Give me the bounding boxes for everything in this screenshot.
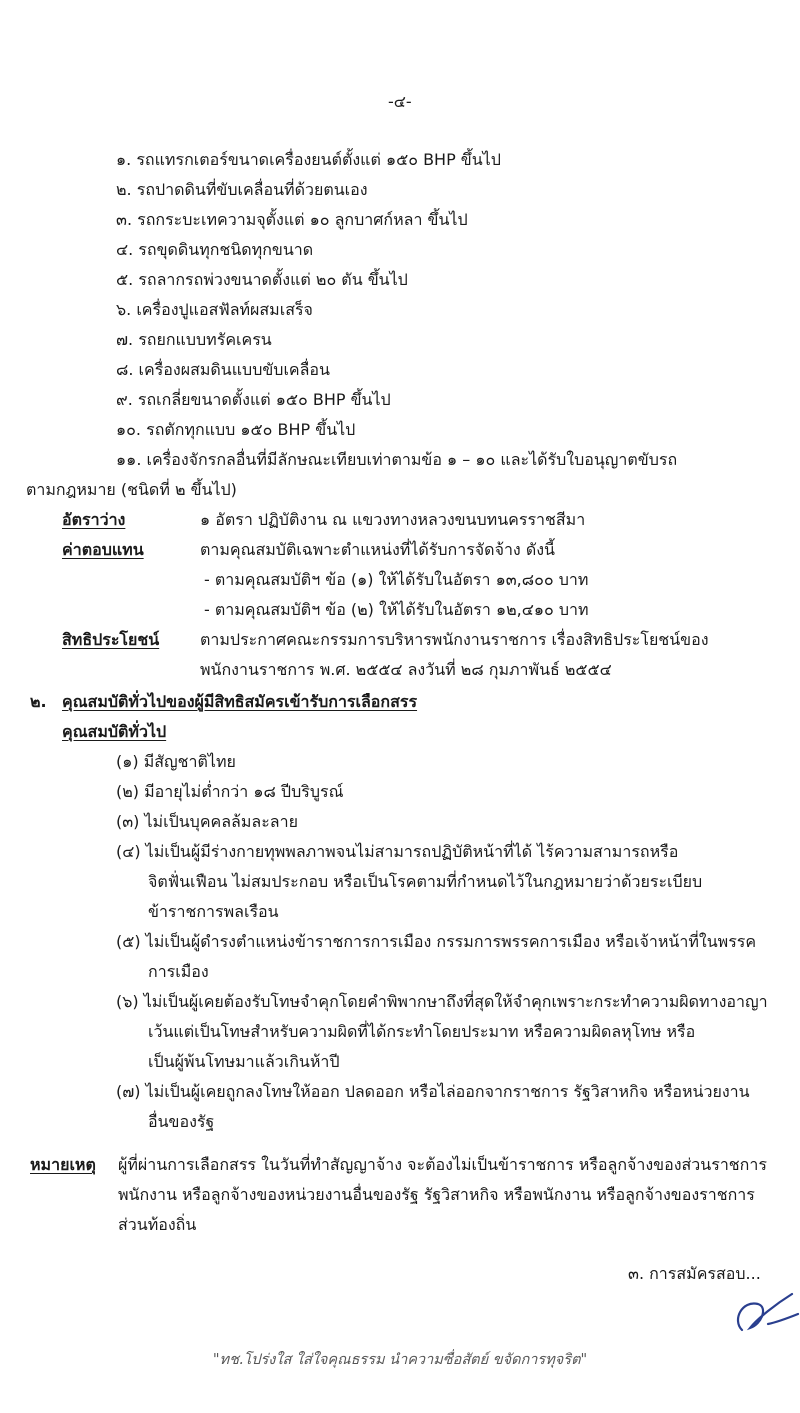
qualification-line: ข้าราชการพลเรือน: [148, 902, 279, 921]
benefits-line-2: พนักงานราชการ พ.ศ. ๒๕๕๔ ลงวันที่ ๒๘ กุมภาพันธ์ ๒๕๕๔: [200, 660, 612, 679]
qualification-line: (๔) ไม่เป็นผู้มีร่างกายทุพพลภาพจนไม่สามารถปฏิบัติหน้าที่ได้ ไร้ความสามารถหรือ: [116, 842, 679, 861]
signature-mark: [728, 1278, 800, 1338]
qualification-line: (๑) มีสัญชาติไทย: [116, 752, 236, 771]
qualification-line: (๕) ไม่เป็นผู้ดำรงตำแหน่งข้าราชการการเมือง กรรมการพรรคการเมือง หรือเจ้าหน้าที่ในพรรค: [116, 932, 757, 951]
footer-slogan: "ทช.โปร่งใส ใส่ใจคุณธรรม นำความซื่อสัตย์ ขจัดการทุจริต": [212, 1352, 588, 1368]
vehicle-item: ๙. รถเกลี่ยขนาดตั้งแต่ ๑๕๐ BHP ขึ้นไป: [116, 390, 391, 409]
compensation-label: ค่าตอบแทน: [62, 540, 144, 559]
qualification-line: การเมือง: [148, 962, 209, 981]
vehicle-item: ๖. เครื่องปูแอสฟัลท์ผสมเสร็จ: [116, 300, 313, 319]
continuation-text: ๓. การสมัครสอบ...: [628, 1264, 761, 1283]
qualification-line: เว้นแต่เป็นโทษสำหรับความผิดที่ได้กระทำโดยประมาท หรือความผิดลหุโทษ หรือ: [148, 1022, 696, 1041]
vehicle-item: ๘. เครื่องผสมดินแบบขับเคลื่อน: [116, 360, 330, 379]
vacancy-text: ๑ อัตรา ปฏิบัติงาน ณ แขวงทางหลวงขนบทนครราชสีมา: [200, 510, 586, 529]
note-label: หมายเหตุ: [30, 1155, 96, 1174]
vehicle-item-11-cont: ตามกฎหมาย (ชนิดที่ ๒ ขึ้นไป): [26, 480, 237, 499]
vehicle-item-11: ๑๑. เครื่องจักรกลอื่นที่มีลักษณะเทียบเท่าตามข้อ ๑ – ๑๐ และได้รับใบอนุญาตขับรถ: [116, 450, 678, 469]
vacancy-label: อัตราว่าง: [62, 510, 126, 529]
note-line-1: ผู้ที่ผ่านการเลือกสรร ในวันที่ทำสัญญาจ้าง จะต้องไม่เป็นข้าราชการ หรือลูกจ้างของส่วนราชการ: [118, 1155, 767, 1174]
vehicle-item: ๑. รถแทรกเตอร์ขนาดเครื่องยนต์ตั้งแต่ ๑๕๐ BHP ขึ้นไป: [116, 150, 501, 169]
section-2-subtitle: คุณสมบัติทั่วไป: [62, 722, 167, 741]
qualification-line: จิตฟั่นเฟือน ไม่สมประกอบ หรือเป็นโรคตามที่กำหนดไว้ในกฎหมายว่าด้วยระเบียบ: [148, 872, 703, 891]
qualification-line: (๓) ไม่เป็นบุคคลล้มละลาย: [116, 812, 298, 831]
compensation-rate-1: - ตามคุณสมบัติฯ ข้อ (๑) ให้ได้รับในอัตรา ๑๓,๘๐๐ บาท: [204, 570, 589, 589]
vehicle-item: ๑๐. รถตักทุกแบบ ๑๕๐ BHP ขึ้นไป: [116, 420, 356, 439]
compensation-rate-2: - ตามคุณสมบัติฯ ข้อ (๒) ให้ได้รับในอัตรา ๑๒,๔๑๐ บาท: [204, 600, 589, 619]
qualification-line: (๒) มีอายุไม่ต่ำกว่า ๑๘ ปีบริบูรณ์: [116, 782, 344, 801]
section-2-number: ๒.: [30, 692, 47, 711]
note-line-3: ส่วนท้องถิ่น: [118, 1215, 197, 1234]
qualification-line: เป็นผู้พ้นโทษมาแล้วเกินห้าปี: [148, 1052, 340, 1071]
benefits-label: สิทธิประโยชน์: [62, 630, 160, 649]
vehicle-item: ๗. รถยกแบบทรัคเครน: [116, 330, 272, 349]
vehicle-item: ๒. รถปาดดินที่ขับเคลื่อนที่ด้วยตนเอง: [116, 180, 368, 199]
qualification-line: (๗) ไม่เป็นผู้เคยถูกลงโทษให้ออก ปลดออก หรือไล่ออกจากราชการ รัฐวิสาหกิจ หรือหน่วยงาน: [116, 1082, 750, 1101]
section-2-title: คุณสมบัติทั่วไปของผู้มีสิทธิสมัครเข้ารับการเลือกสรร: [62, 692, 418, 711]
page-number: -๔-: [388, 92, 412, 111]
compensation-text: ตามคุณสมบัติเฉพาะตำแหน่งที่ได้รับการจัดจ้าง ดังนี้: [200, 540, 555, 559]
benefits-line-1: ตามประกาศคณะกรรมการบริหารพนักงานราชการ เรื่องสิทธิประโยชน์ของ: [200, 630, 709, 649]
vehicle-item: ๕. รถลากรถพ่วงขนาดตั้งแต่ ๒๐ ตัน ขึ้นไป: [116, 270, 408, 289]
qualification-line: (๖) ไม่เป็นผู้เคยต้องรับโทษจำคุกโดยคำพิพากษาถึงที่สุดให้จำคุกเพราะกระทำความผิดทางอาญา: [116, 992, 768, 1011]
note-line-2: พนักงาน หรือลูกจ้างของหน่วยงานอื่นของรัฐ รัฐวิสาหกิจ หรือพนักงาน หรือลูกจ้างของราชการ: [118, 1185, 755, 1204]
vehicle-item: ๓. รถกระบะเทความจุตั้งแต่ ๑๐ ลูกบาศก์หลา ขึ้นไป: [116, 210, 468, 229]
vehicle-item: ๔. รถขุดดินทุกชนิดทุกขนาด: [116, 240, 314, 259]
qualification-line: อื่นของรัฐ: [148, 1112, 215, 1131]
